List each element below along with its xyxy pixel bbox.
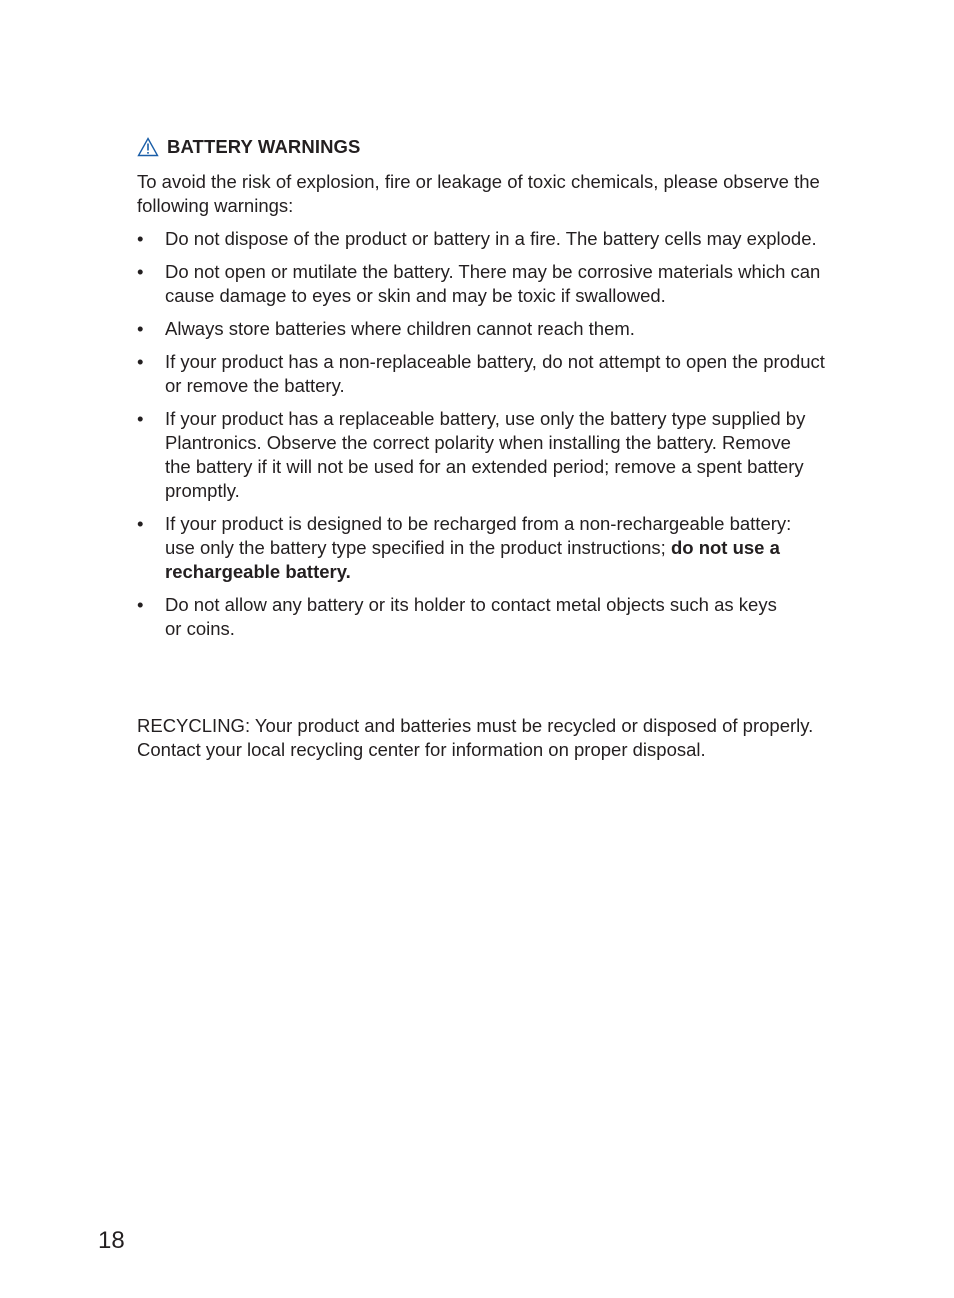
bullet: • bbox=[137, 318, 144, 339]
recycling-line: Contact your local recycling center for information on proper disposal. bbox=[137, 739, 706, 760]
warnings-list bbox=[137, 227, 852, 650]
list-item-text: or remove the battery. bbox=[165, 375, 345, 396]
bullet: • bbox=[137, 261, 144, 282]
bullet: • bbox=[137, 408, 144, 429]
list-item-text: or coins. bbox=[165, 618, 235, 639]
intro-line: following warnings: bbox=[137, 195, 294, 216]
list-item bbox=[137, 227, 852, 251]
recycling-paragraph bbox=[137, 714, 857, 762]
list-item-text: Do not open or mutilate the battery. There may be corrosive materials which can bbox=[165, 261, 821, 282]
bullet: • bbox=[137, 228, 144, 249]
section-title: BATTERY WARNINGS bbox=[167, 136, 361, 157]
emphasis-text: do not use a bbox=[670, 537, 780, 558]
list-item-text: the battery if it will not be used for an extended period; remove a spent battery bbox=[165, 456, 804, 477]
list-item bbox=[137, 512, 852, 584]
recycling-line: RECYCLING: Your product and batteries must be recycled or disposed of properly. bbox=[137, 715, 814, 736]
list-item-text: Always store batteries where children cannot reach them. bbox=[165, 318, 635, 339]
list-item-text: promptly. bbox=[165, 480, 240, 501]
intro-paragraph bbox=[137, 170, 847, 218]
page-number: 18 bbox=[98, 1227, 125, 1254]
bullet: • bbox=[137, 351, 144, 372]
list-item bbox=[137, 260, 852, 308]
list-item bbox=[137, 407, 852, 503]
intro-line: To avoid the risk of explosion, fire or leakage of toxic chemicals, please observe the bbox=[137, 171, 820, 192]
list-item-text: If your product is designed to be recharged from a non-rechargeable battery: bbox=[165, 513, 792, 534]
emphasis-text: rechargeable battery. bbox=[165, 561, 351, 582]
warning-triangle-icon bbox=[137, 137, 159, 157]
list-item-text: cause damage to eyes or skin and may be toxic if swallowed. bbox=[165, 285, 666, 306]
list-item-text: Do not allow any battery or its holder to contact metal objects such as keys bbox=[165, 594, 777, 615]
list-item-text: use only the battery type specified in the product instructions; bbox=[165, 537, 671, 558]
list-item bbox=[137, 350, 852, 398]
list-item-text-mixed bbox=[165, 536, 852, 560]
section-heading bbox=[137, 136, 360, 158]
bullet: • bbox=[137, 513, 144, 534]
list-item bbox=[137, 317, 852, 341]
list-item-text: Do not dispose of the product or battery in a fire. The battery cells may explode. bbox=[165, 228, 817, 249]
list-item-text: If your product has a non-replaceable battery, do not attempt to open the product bbox=[165, 351, 825, 372]
list-item-text: If your product has a replaceable battery, use only the battery type supplied by bbox=[165, 408, 806, 429]
list-item-text: Plantronics. Observe the correct polarity when installing the battery. Remove bbox=[165, 432, 791, 453]
list-item bbox=[137, 593, 852, 641]
bullet: • bbox=[137, 594, 144, 615]
